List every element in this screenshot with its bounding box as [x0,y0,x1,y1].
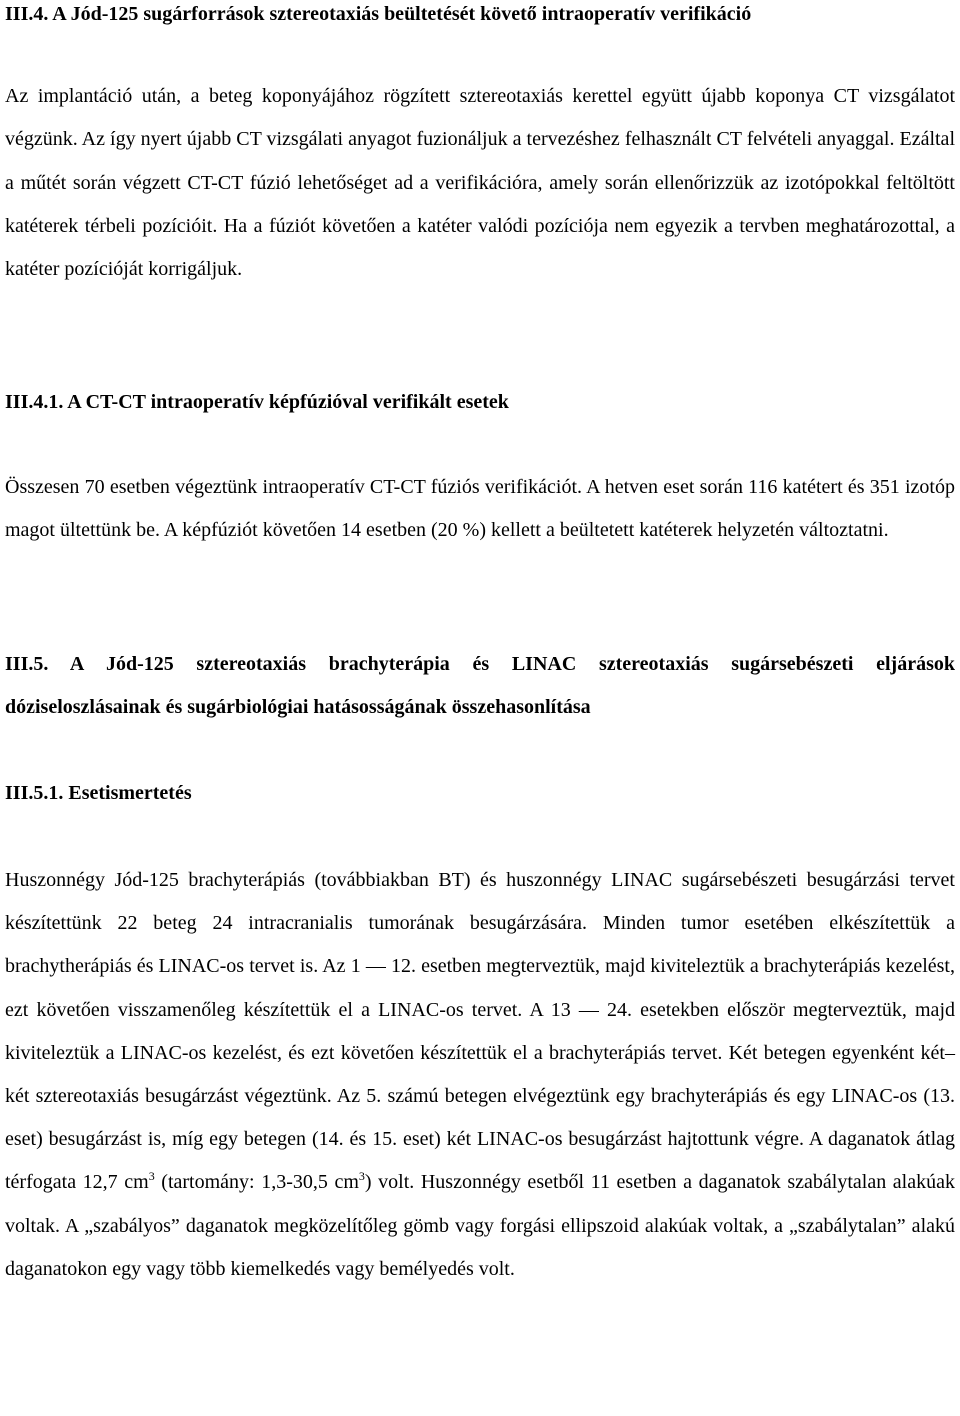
section-heading-III-5-1: III.5.1. Esetismertetés [5,782,192,804]
section-heading-III-5: III.5. A Jód-125 sztereotaxiás brachyterápia és LINAC sztereotaxiás sugársebészeti eljárások dóziseloszlásainak és sugárbiológiai hatásosságának összehasonlítása [5,653,955,718]
superscript-cubic-1: 3 [148,1169,155,1184]
case-description-text-c: ) volt. Huszonnégy esetből 11 esetben a daganatok szabálytalan alakúak voltak. A „szabályos” daganatok megközelítőleg gömb vagy forgási ellipszoid alakúak voltak, a „szabálytalan” alakú daganatokon egy vagy több kiemelkedés vagy bemélyedés volt. [5,1171,955,1280]
paragraph-verified-cases: Összesen 70 esetben végeztünk intraoperatív CT-CT fúziós verifikációt. A hetven eset során 116 katétert és 351 izotóp magot ültettünk be. A képfúziót követően 14 esetben (20 %) kellett a beültetett katéterek helyzetén változtatni. [5,476,955,541]
superscript-cubic-2: 3 [358,1169,365,1184]
case-description-text-a: Huszonnégy Jód-125 brachyterápiás (továbbiakban BT) és huszonnégy LINAC sugársebészeti besugárzási tervet készítettünk 22 beteg 24 intracranialis tumorának besugárzására. Minden tumor esetében elkészítettük a brachytherápiás és LINAC-os tervet is. Az 1 — 12. esetben megterveztük, majd kiviteleztük a brachyterápiás kezelést, ezt követően visszamenőleg készítettük el a LINAC-os tervet. A 13 — 24. esetekben először megterveztük, majd kiviteleztük a LINAC-os kezelést, és ezt követően készítettük el a brachyterápiás tervet. Két betegen egyenként két–két sztereotaxiás besugárzást végeztünk. Az 5. számú betegen elvégeztünk egy brachyterápiás és egy LINAC-os (13. eset) besugárzást is, míg egy betegen (14. és 15. eset) két LINAC-os besugárzást hajtottunk végre. A daganatok átlag térfogata 12,7 cm [5,869,955,1194]
paragraph-case-description [5,859,955,1291]
case-description-text-b: (tartomány: 1,3-30,5 cm [154,1171,359,1194]
paragraph-verification-intro: Az implantáció után, a beteg koponyájához rögzített sztereotaxiás kerettel együtt újabb koponya CT vizsgálatot végzünk. Az így nyert újabb CT vizsgálati anyagot fuzionáljuk a tervezéshez felhasznált CT felvételi anyaggal. Ezáltal a műtét során végzett CT-CT fúzió lehetőséget ad a verifikációra, amely során ellenőrizzük az izotópokkal feltöltött katéterek térbeli pozícióit. Ha a fúziót követően a katéter valódi pozíciója nem egyezik a tervben meghatározottal, a katéter pozícióját korrigáljuk. [5,85,955,281]
section-heading-III-4-1: III.4.1. A CT-CT intraoperatív képfúzióval verifikált esetek [5,391,509,413]
section-heading-III-4: III.4. A Jód-125 sugárforrások sztereotaxiás beültetését követő intraoperatív verifikáció [5,3,752,25]
